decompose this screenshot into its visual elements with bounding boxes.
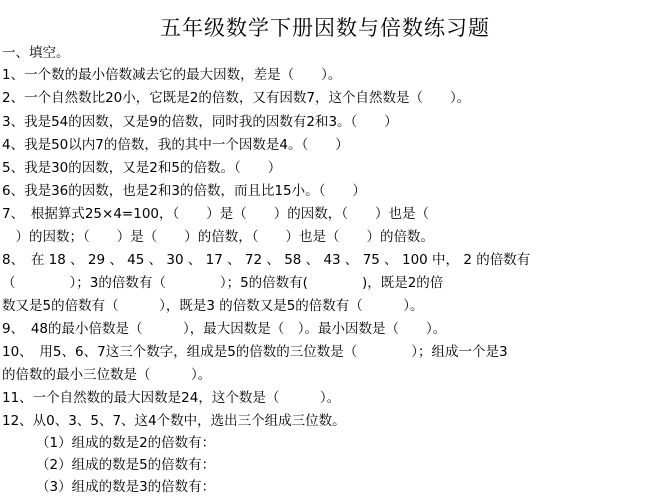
question-3: 3、我是54的因数，又是9的倍数，同时我的因数有2和3。（ ） (2, 114, 398, 130)
question-7-line-1: 7、 根据算式25×4=100，（ ）是（ ）的因数，（ ）也是（ (2, 206, 429, 222)
question-9: 9、 48的最小倍数是（ ），最大因数是（ ）。最小因数是（ ）。 (2, 321, 447, 337)
question-7-line-2: ）的因数；（ ）是（ ）的倍数，（ ）也是（ ）的倍数。 (2, 229, 434, 245)
question-4: 4、我是50以内7的倍数，我的其中一个因数是4。（ ） (2, 137, 349, 153)
question-10-line-1: 10、 用5、6、7这三个数字，组成是5的倍数的三位数是（ ）；组成一个是3 (2, 344, 508, 360)
question-12: 12、从0、3、5、7、这4个数中，选出三个组成三位数。 (2, 413, 346, 429)
question-12-part-1: （1）组成的数是2的倍数有： (36, 435, 216, 451)
question-6: 6、我是36的因数，也是2和3的倍数，而且比15小。（ ） (2, 183, 366, 199)
question-8-line-2: （ ）；3的倍数有（ ）；5的倍数有( )，既是2的倍 (2, 275, 444, 291)
question-2: 2、一个自然数比20小，它既是2的倍数，又有因数7，这个自然数是（ ）。 (2, 90, 471, 106)
section-heading: 一、填空。 (2, 45, 70, 61)
question-12-part-3: （3）组成的数是3的倍数有： (36, 479, 216, 495)
question-1: 1、一个数的最小倍数减去它的最大因数，差是（ ）。 (2, 67, 342, 83)
question-5: 5、我是30的因数，又是2和5的倍数。（ ） (2, 160, 282, 176)
question-12-part-2: （2）组成的数是5的倍数有： (36, 457, 216, 473)
page-title: 五年级数学下册因数与倍数练习题 (160, 16, 490, 40)
question-10-line-2: 的倍数的最小三位数是（ ）。 (2, 367, 212, 383)
question-8-line-3: 数又是5的倍数有（ ），既是3 的倍数又是5的倍数有（ ）。 (2, 298, 424, 314)
question-11: 11、一个自然数的最大因数是24，这个数是（ ）。 (2, 390, 341, 406)
question-8-line-1: 8、 在 18 、 29 、 45 、 30 、 17 、 72 、 58 、 43 、 75 、 100 中， 2 的倍数有 (2, 252, 531, 268)
